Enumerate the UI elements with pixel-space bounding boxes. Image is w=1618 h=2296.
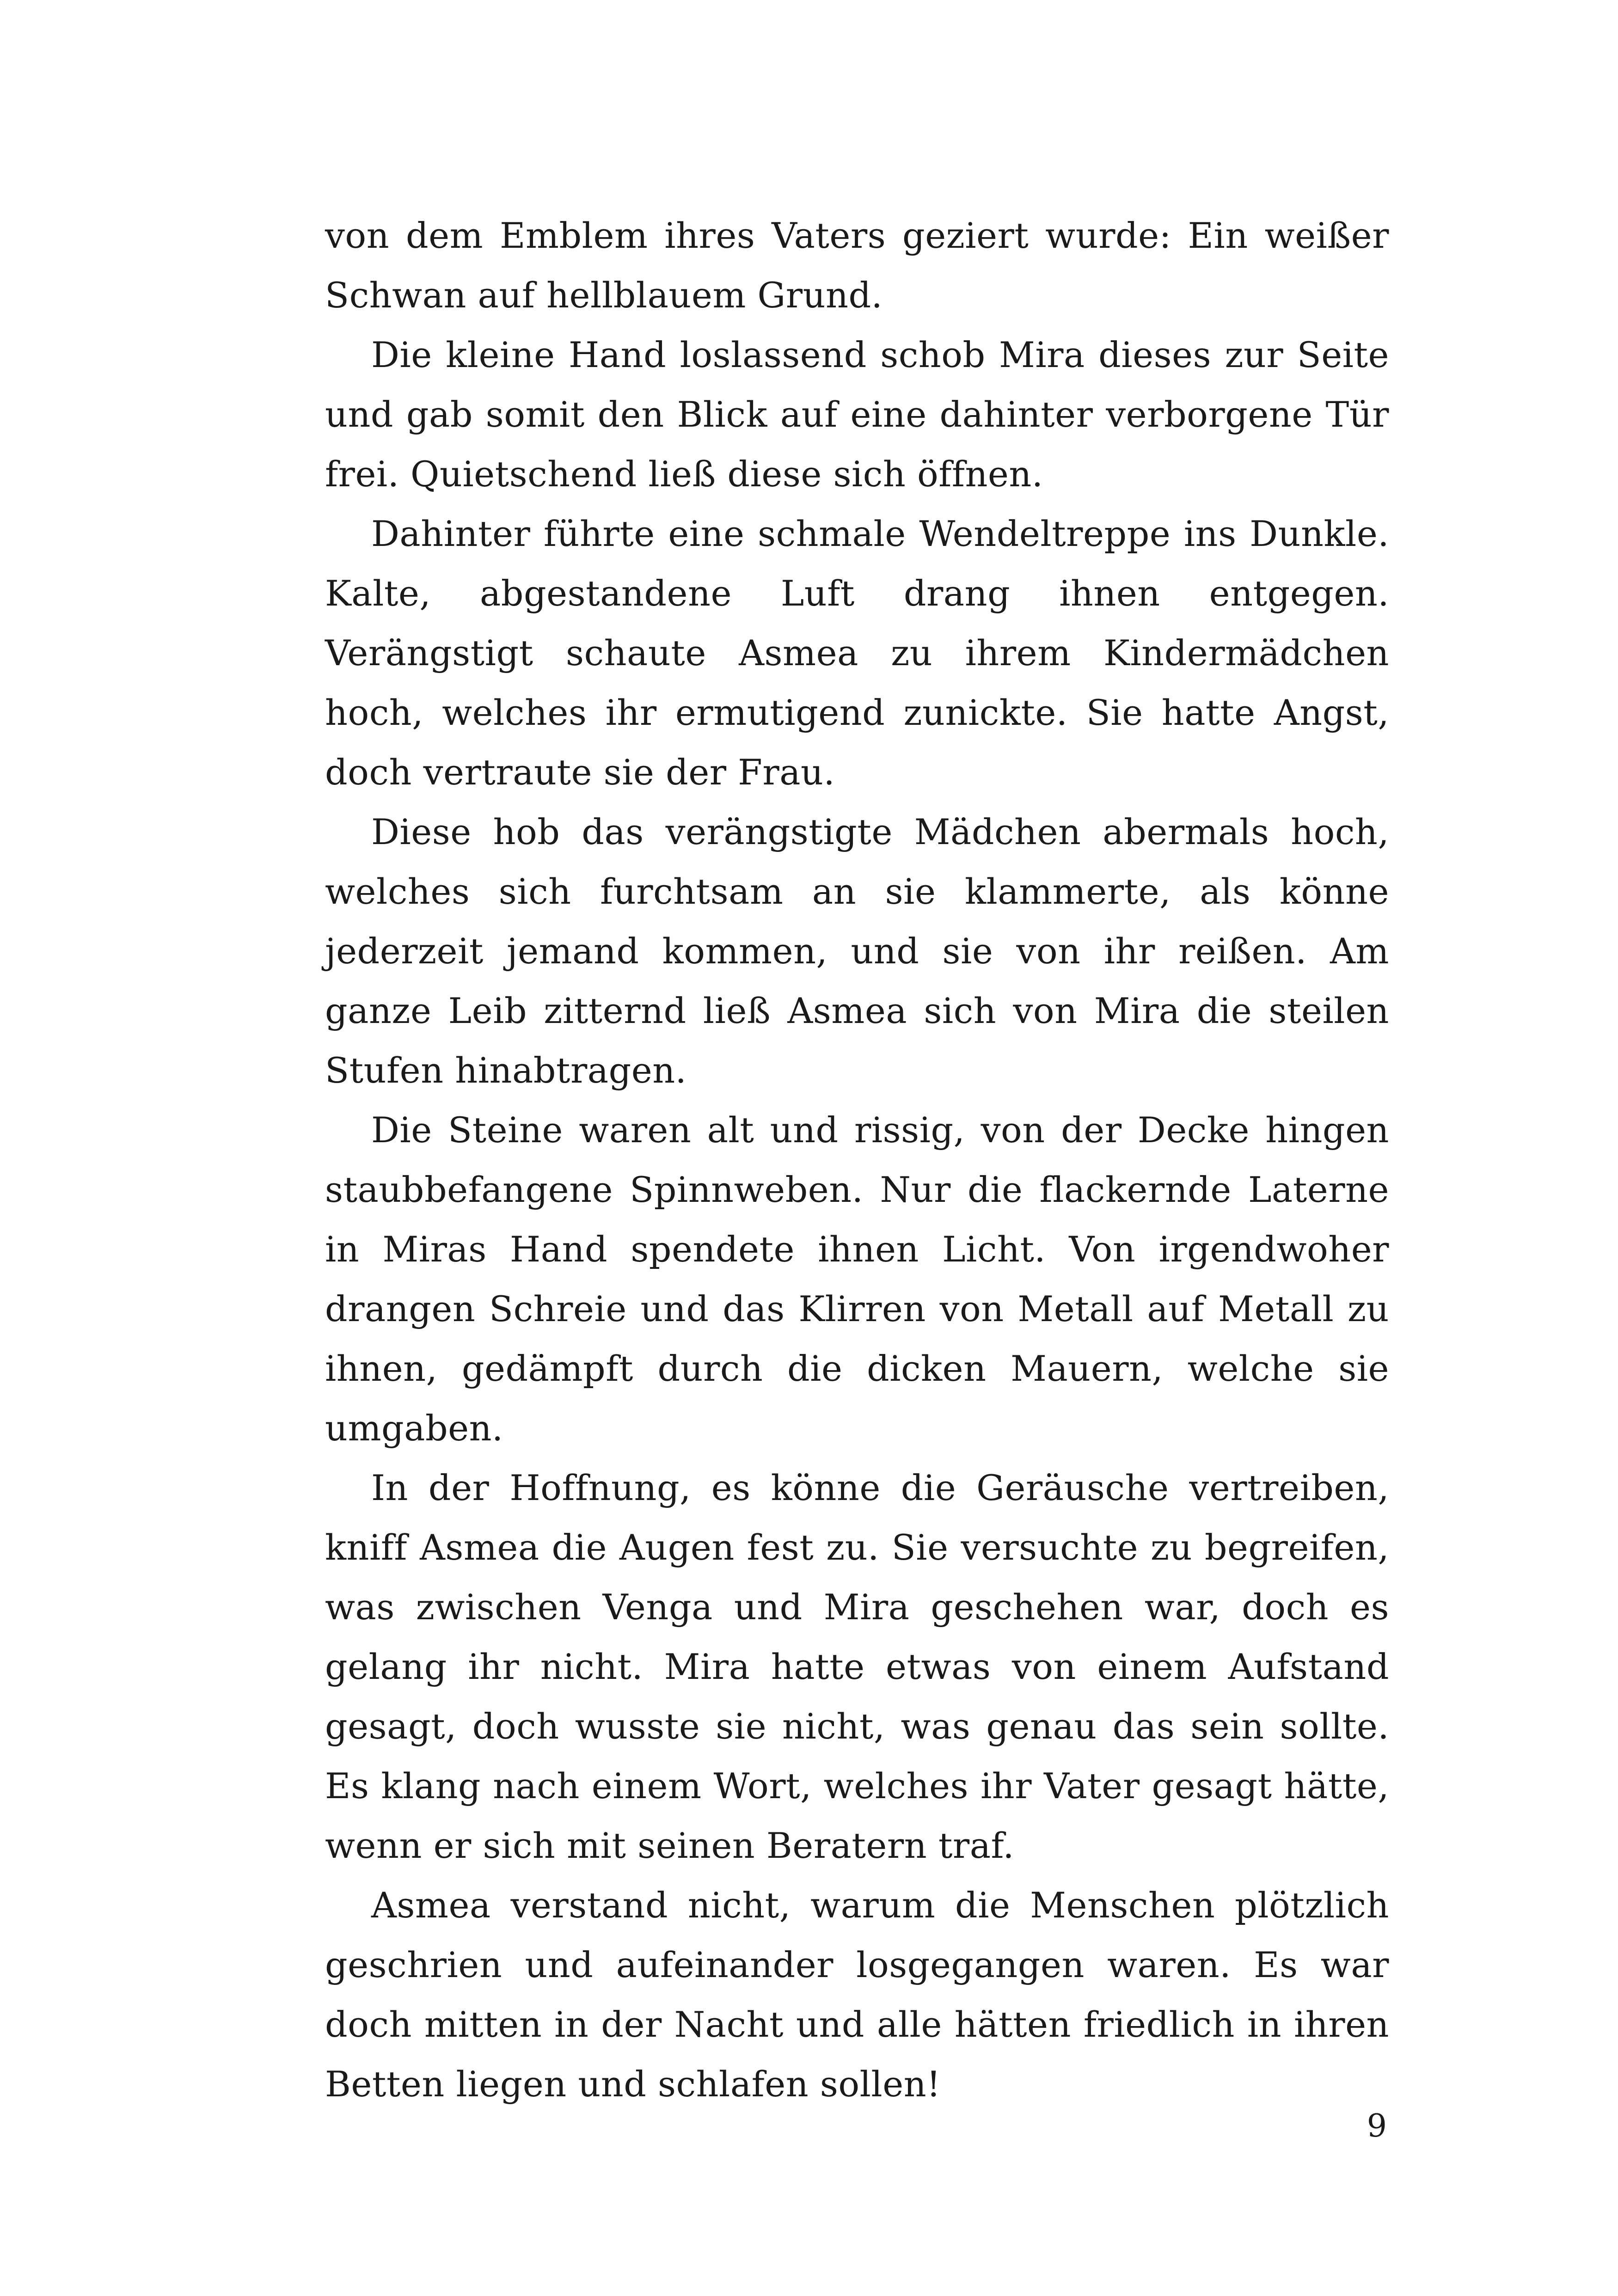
paragraph-2: Die kleine Hand loslassend schob Mira dieses zur Seite und gab somit den Blick auf eine dahinter verborgene Tür frei. Quietschend ließ diese sich öffnen. <box>325 334 1389 495</box>
paragraph-3: Dahinter führte eine schmale Wendeltreppe ins Dunkle. Kalte, abgestandene Luft drang ihnen entgegen. Verängstigt schaute Asmea zu ihrem Kindermädchen hoch, welches ihr ermutigend zunickte. Sie hatte Angst, doch vertraute sie der Frau. <box>325 513 1389 793</box>
page-number: 9 <box>1367 2108 1387 2144</box>
paragraph-4: Diese hob das verängstigte Mädchen abermals hoch, welches sich furchtsam an sie klammerte, als könne jederzeit jemand kommen, und sie von ihr reißen. Am ganze Leib zitternd ließ Asmea sich von Mira die steilen Stufen hinabtragen. <box>325 811 1389 1091</box>
paragraph-7: Asmea verstand nicht, warum die Menschen plötzlich geschrien und aufeinander losgegangen waren. Es war doch mitten in der Nacht und alle hätten friedlich in ihren Betten liegen und schlafen sollen! <box>325 1885 1389 2105</box>
body-text <box>325 206 1389 2114</box>
paragraph-1: von dem Emblem ihres Vaters geziert wurde: Ein weißer Schwan auf hellblauem Grund. <box>325 215 1389 316</box>
paragraph-5: Die Steine waren alt und rissig, von der Decke hingen staubbefangene Spinnweben. Nur die flackernde Laterne in Miras Hand spendete ihnen Licht. Von irgendwoher drangen Schreie und das Klirren von Metall auf Metall zu ihnen, gedämpft durch die dicken Mauern, welche sie umgaben. <box>325 1109 1389 1449</box>
paragraph-6: In der Hoffnung, es könne die Geräusche vertreiben, kniff Asmea die Augen fest zu. Sie versuchte zu begreifen, was zwischen Venga und Mira geschehen war, doch es gelang ihr nicht. Mira hatte etwas von einem Aufstand gesagt, doch wusste sie nicht, was genau das sein sollte. Es klang nach einem Wort, welches ihr Vater gesagt hätte, wenn er sich mit seinen Beratern traf. <box>325 1467 1389 1866</box>
